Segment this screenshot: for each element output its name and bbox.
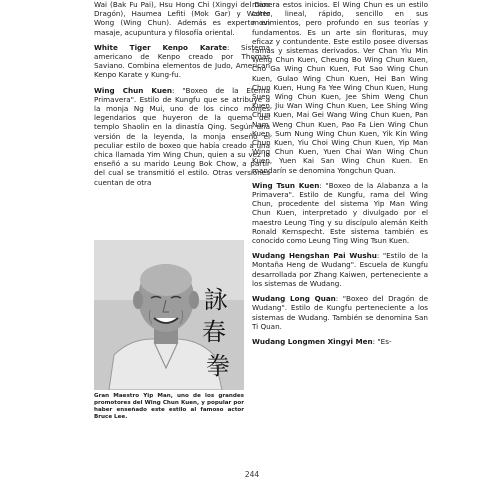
left-column	[94, 0, 270, 193]
entry-wudang-hengshan	[252, 251, 428, 288]
photo-figure	[94, 240, 244, 421]
calligraphy-char-3: 拳	[206, 352, 230, 380]
entry-paragraph	[252, 251, 428, 288]
entry-text: : Sistema americano de Kenpo creado por Thomas Saviano. Combina elementos de Judo, American Kenpo Karate y Kung-fu.	[94, 42, 270, 80]
entry-white-tiger-kenpo	[94, 43, 270, 80]
entry-wing-chun-kuen	[94, 86, 270, 187]
entry-term: Wing Chun Kuen	[94, 85, 172, 95]
entry-term: Wing Tsun Kuen	[252, 180, 320, 190]
photo-caption: Gran Maestro Yip Man, uno de los grandes promotores del Wing Chun Kuen, y popular por haber enseñado este estilo al famoso actor Bruce Lee.	[94, 393, 244, 420]
entry-text: : "Es-	[372, 336, 392, 346]
entry-paragraph	[252, 181, 428, 245]
entry-text: : "Boxeo del Dragón de Wudang". Estilo de Kungfu perteneciente a los sistemas de Wudang. También se denomina San Ti Quan.	[252, 294, 429, 331]
entry-wudang-longmen	[252, 337, 428, 346]
entry-term: Wudang Longmen Xingyi Men	[252, 336, 373, 346]
entry-wing-tsun-kuen	[252, 181, 428, 245]
entry-text: : "Boxeo de la Eterna Primavera". Estilo de Kungfu que se atribuye a la monja Ng Mui, uno de los cinco monjes legendarios que huyeron de la quema del templo Shaolin en la dinastía Qing. Según una versión de la leyenda, la monja enseñó el peculiar estilo de boxeo que había creado a una chica llamada Yim Wing Chun, quien a su vez lo enseñó a su marido Leung Bok Chow, a partir del cual se transmitió el estilo. Otras versiones cuentan de otra	[94, 85, 270, 187]
portrait-photo	[94, 240, 244, 390]
entry-text: : "Boxeo de la Alabanza a la Primavera". Estilo de Kungfu, rama del Wing Chun, procedente del sistema Yip Man Wing Chun Kuen, interpretado y divulgado por el maestro Leung Ting y su discípulo alemán Keith Ronald Kernspecht. Este sistema también es conocido como Leung Ting Wing Tsun Kuen.	[252, 180, 429, 246]
entry-paragraph	[252, 294, 428, 331]
continuation-paragraph	[252, 0, 428, 175]
right-column	[252, 0, 428, 352]
page-number: 244	[244, 470, 260, 479]
entry-wudang-long-quan	[252, 294, 428, 331]
entry-paragraph	[94, 43, 270, 80]
book-page	[66, 0, 434, 500]
entry-paragraph	[94, 86, 270, 187]
entry-text: : "Estilo de la Montaña Heng de Wudang". Escuela de Kungfu desarrollada por Zhang Kaiwen, perteneciente a los sistemas de Wudang.	[252, 251, 428, 288]
continuation-text: manera estos inicios. El Wing Chun es un estilo corto, lineal, rápido, sencillo en sus movimientos, pero profundo en sus teorías y fundamentos. Es un arte sin florituras, muy eficaz y contundente. Este estilo posee diversas ramas y sistemas derivados. Ver Chan Yiu Min Weng Chun Kuen, Cheung Bo Wing Chun Kuen, Cho Ga Wing Chun Kuen, Fut Sao Wing Chun Kuen, Gulao Wing Chun Kuen, Hei Ban Wing Chun Kuen, Hung Fa Yee Wing Chun Kuen, Hung Suen Wing Chun Kuen, Jee Shim Weng Chun Kuen, Jiu Wan Wing Chun Kuen, Lee Shing Wing Chun Kuen, Mai Gei Wang Wing Chun Kuen, Pan Nam Weng Chun Kuen, Pao Fa Lien Wing Chun Kuen, Sum Nung Wing Chun Kuen, Yik Kin Wing Chun Kuen, Yiu Choi Wing Chun Kuen, Yip Man Wing Chun Kuen, Yuen Chai Wan Wing Chun Kuen, Yuen Kai San Wing Chun Kuen. En mandarín se denomina Yongchun Quan.	[252, 0, 428, 175]
intro-paragraph	[94, 0, 270, 37]
calligraphy-char-1: 詠	[204, 286, 228, 314]
entry-term: White Tiger Kenpo Karate	[94, 42, 227, 52]
entry-term: Wudang Hengshan Pai Wushu	[252, 251, 377, 261]
entry-paragraph	[252, 337, 428, 346]
calligraphy-char-2: 春	[202, 318, 226, 346]
entry-term: Wudang Long Quan	[252, 294, 336, 304]
intro-text: Wai (Bak Fu Pai), Hsu Hong Chi (Xingyi del Dios Dragón), Haumea Lefiti (Mok Gar) y Walter Wong (Wing Chun). Además es experto en masaje, acupuntura y filosofía oriental.	[94, 0, 270, 37]
